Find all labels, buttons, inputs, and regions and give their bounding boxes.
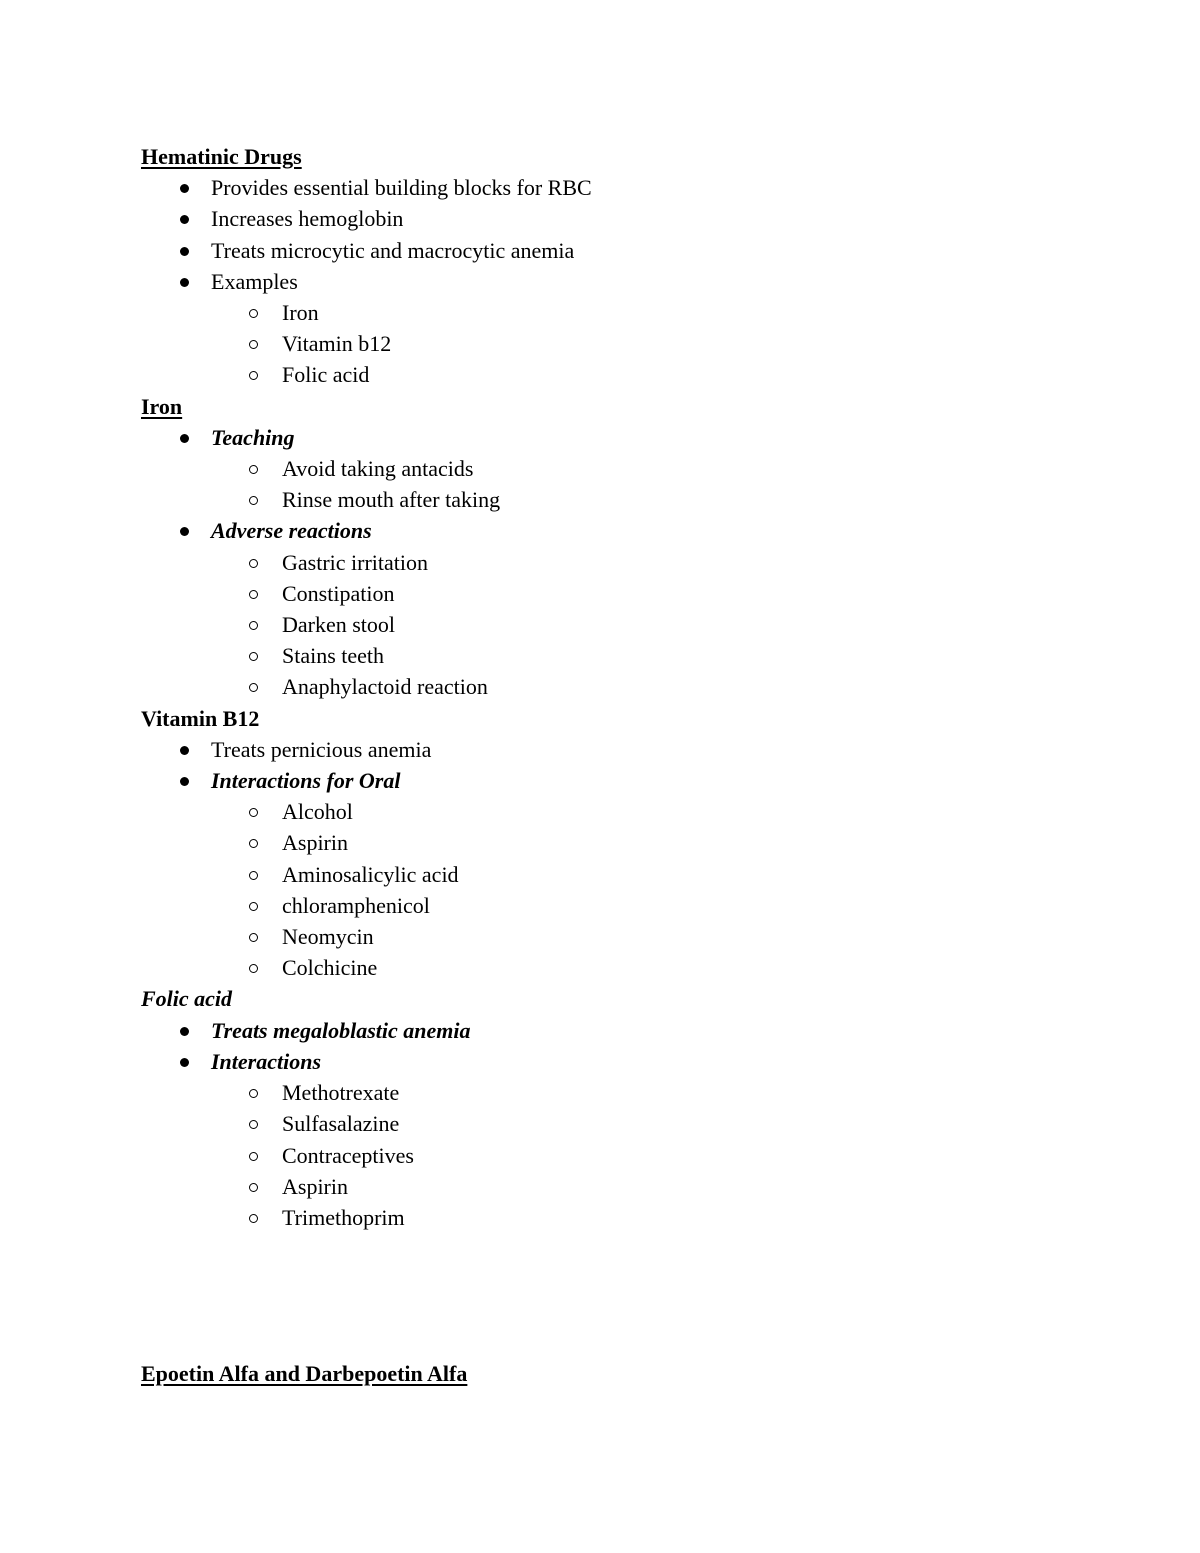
list-item: Aspirin [141, 1171, 1081, 1202]
list-item: Constipation [141, 578, 1081, 609]
circle-bullet-icon [249, 839, 258, 848]
list-item: Examples [141, 266, 1081, 297]
disc-bullet-icon [180, 247, 189, 256]
circle-bullet-icon [249, 808, 258, 817]
b12-interactions-sublist [141, 796, 1081, 983]
disc-bullet-icon [180, 1027, 189, 1036]
list-item: Contraceptives [141, 1140, 1081, 1171]
circle-bullet-icon [249, 1152, 258, 1161]
circle-bullet-icon [249, 590, 258, 599]
disc-bullet-icon [180, 527, 189, 536]
list-item: Neomycin [141, 921, 1081, 952]
list-item: Anaphylactoid reaction [141, 671, 1081, 702]
b12-list [141, 734, 1081, 796]
list-item: Vitamin b12 [141, 328, 1081, 359]
circle-bullet-icon [249, 371, 258, 380]
list-item: Treats megaloblastic anemia [141, 1015, 1081, 1046]
circle-bullet-icon [249, 964, 258, 973]
examples-list [141, 297, 1081, 391]
disc-bullet-icon [180, 777, 189, 786]
document-body [141, 141, 1081, 1389]
list-item: Gastric irritation [141, 547, 1081, 578]
disc-bullet-icon [180, 184, 189, 193]
circle-bullet-icon [249, 1120, 258, 1129]
folic-list [141, 1015, 1081, 1077]
list-item: Trimethoprim [141, 1202, 1081, 1233]
list-item: Aspirin [141, 827, 1081, 858]
list-item: Interactions for Oral [141, 765, 1081, 796]
disc-bullet-icon [180, 434, 189, 443]
circle-bullet-icon [249, 309, 258, 318]
heading-hematinic-drugs: Hematinic Drugs [141, 144, 302, 169]
list-item: Treats microcytic and macrocytic anemia [141, 235, 1081, 266]
list-item: Sulfasalazine [141, 1108, 1081, 1139]
circle-bullet-icon [249, 1183, 258, 1192]
circle-bullet-icon [249, 652, 258, 661]
list-item: Alcohol [141, 796, 1081, 827]
heading-folic-acid: Folic acid [141, 986, 233, 1012]
list-item: Rinse mouth after taking [141, 484, 1081, 515]
list-item: Avoid taking antacids [141, 453, 1081, 484]
blank-lines [141, 1233, 1081, 1358]
list-item: chloramphenicol [141, 890, 1081, 921]
iron-teaching-list [141, 422, 1081, 453]
list-item: Interactions [141, 1046, 1081, 1077]
heading-vitamin-b12: Vitamin B12 [141, 705, 260, 731]
circle-bullet-icon [249, 902, 258, 911]
heading-epoetin-alfa: Epoetin Alfa and Darbepoetin Alfa [141, 1360, 468, 1386]
list-item: Methotrexate [141, 1077, 1081, 1108]
circle-bullet-icon [249, 1089, 258, 1098]
list-item: Stains teeth [141, 640, 1081, 671]
disc-bullet-icon [180, 1058, 189, 1067]
disc-bullet-icon [180, 746, 189, 755]
teaching-sublist [141, 453, 1081, 515]
disc-bullet-icon [180, 215, 189, 224]
circle-bullet-icon [249, 340, 258, 349]
folic-interactions-sublist [141, 1077, 1081, 1233]
list-item: Folic acid [141, 359, 1081, 390]
circle-bullet-icon [249, 1214, 258, 1223]
circle-bullet-icon [249, 933, 258, 942]
circle-bullet-icon [249, 683, 258, 692]
list-item: Increases hemoglobin [141, 203, 1081, 234]
iron-adverse-list [141, 515, 1081, 546]
circle-bullet-icon [249, 496, 258, 505]
list-item: Treats pernicious anemia [141, 734, 1081, 765]
list-item: Provides essential building blocks for RBC [141, 172, 1081, 203]
list-item: Darken stool [141, 609, 1081, 640]
list-item: Aminosalicylic acid [141, 859, 1081, 890]
disc-bullet-icon [180, 278, 189, 287]
circle-bullet-icon [249, 465, 258, 474]
heading-iron: Iron [141, 393, 183, 419]
hematinic-list [141, 172, 1081, 297]
list-item: Adverse reactions [141, 515, 1081, 546]
list-item: Iron [141, 297, 1081, 328]
circle-bullet-icon [249, 871, 258, 880]
circle-bullet-icon [249, 559, 258, 568]
adverse-sublist [141, 547, 1081, 703]
list-item: Teaching [141, 422, 1081, 453]
list-item: Colchicine [141, 952, 1081, 983]
circle-bullet-icon [249, 621, 258, 630]
